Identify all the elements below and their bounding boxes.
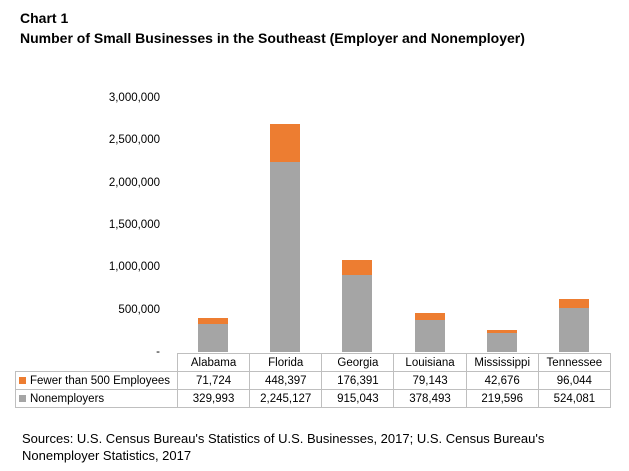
table-corner-cell <box>16 354 178 372</box>
value-cell-alabama: 329,993 <box>178 390 250 408</box>
y-tick-label: - <box>156 346 160 358</box>
column-header-mississippi: Mississippi <box>466 354 538 372</box>
bar-segment-nonemployers-georgia <box>342 275 372 352</box>
legend-cell <box>16 390 178 408</box>
value-cell-louisiana: 378,493 <box>394 390 466 408</box>
data-table <box>15 353 611 408</box>
y-tick-label: 1,000,000 <box>108 261 160 274</box>
bar-segment-nonemployers-mississippi <box>487 333 517 352</box>
bar-segment-fewer-500-mississippi <box>487 330 517 334</box>
value-cell-georgia: 915,043 <box>322 390 394 408</box>
bar-segment-nonemployers-louisiana <box>415 320 445 352</box>
bar-segment-nonemployers-florida <box>270 162 300 352</box>
table-row <box>16 390 611 408</box>
y-tick-label: 500,000 <box>118 303 160 316</box>
bar-segment-fewer-500-louisiana <box>415 313 445 320</box>
legend-cell <box>16 372 178 390</box>
value-cell-florida: 448,397 <box>250 372 322 390</box>
legend-swatch-icon <box>19 377 26 384</box>
legend-label: Nonemployers <box>30 392 105 405</box>
y-tick-label: 3,000,000 <box>108 92 160 104</box>
value-cell-tennessee: 524,081 <box>538 390 610 408</box>
bar-segment-fewer-500-florida <box>270 124 300 162</box>
value-cell-louisiana: 79,143 <box>394 372 466 390</box>
y-tick-label: 2,000,000 <box>108 176 160 189</box>
column-header-louisiana: Louisiana <box>394 354 466 372</box>
source-line-1: Sources: U.S. Census Bureau's Statistics of U.S. Businesses, 2017; U.S. Census Bureau's <box>22 431 545 446</box>
chart-number: Chart 1 <box>20 10 69 26</box>
bar-segment-nonemployers-tennessee <box>559 308 589 352</box>
bar-segment-fewer-500-tennessee <box>559 299 589 307</box>
value-cell-alabama: 71,724 <box>178 372 250 390</box>
y-tick-label: 1,500,000 <box>108 219 160 231</box>
value-cell-tennessee: 96,044 <box>538 372 610 390</box>
column-header-georgia: Georgia <box>322 354 394 372</box>
y-tick-label: 2,500,000 <box>108 134 160 147</box>
table-row <box>16 372 611 390</box>
chart-title-block <box>20 8 525 48</box>
source-line-2: Nonemployer Statistics, 2017 <box>22 448 192 463</box>
bar-segment-fewer-500-alabama <box>198 318 228 324</box>
value-cell-mississippi: 219,596 <box>466 390 538 408</box>
value-cell-florida: 2,245,127 <box>250 390 322 408</box>
value-cell-mississippi: 42,676 <box>466 372 538 390</box>
legend-swatch-icon <box>19 395 26 402</box>
table-header-row <box>16 354 611 372</box>
column-header-alabama: Alabama <box>178 354 250 372</box>
source-note <box>22 430 544 464</box>
legend-label: Fewer than 500 Employees <box>30 374 170 387</box>
value-cell-georgia: 176,391 <box>322 372 394 390</box>
bar-segment-nonemployers-alabama <box>198 324 228 352</box>
chart-title: Number of Small Businesses in the Southeast (Employer and Nonemployer) <box>20 30 525 46</box>
column-header-florida: Florida <box>250 354 322 372</box>
bar-segment-fewer-500-georgia <box>342 260 372 275</box>
column-header-tennessee: Tennessee <box>538 354 610 372</box>
